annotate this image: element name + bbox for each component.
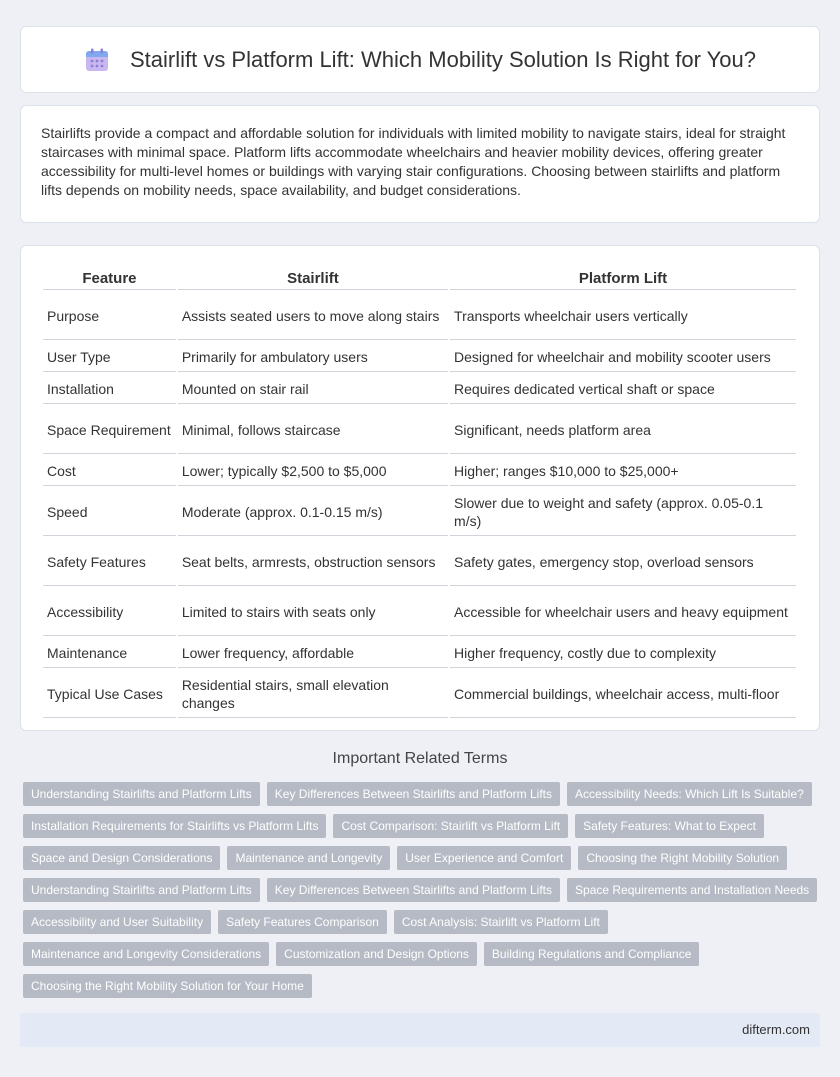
related-term-tag[interactable]: Maintenance and Longevity Considerations [23, 942, 269, 966]
table-cell: Seat belts, armrests, obstruction sensors [178, 538, 448, 586]
table-cell: Purpose [43, 292, 176, 340]
table-cell: Accessible for wheelchair users and heavy equipment [450, 588, 796, 636]
table-cell: Cost [43, 456, 176, 486]
column-header: Feature [43, 268, 176, 290]
related-term-tag[interactable]: Accessibility and User Suitability [23, 910, 211, 934]
related-term-tag[interactable]: Understanding Stairlifts and Platform Lifts [23, 782, 260, 806]
table-cell: Designed for wheelchair and mobility scooter users [450, 342, 796, 372]
table-cell: Maintenance [43, 638, 176, 668]
related-term-tag[interactable]: Customization and Design Options [276, 942, 477, 966]
table-row [43, 374, 796, 404]
table-cell: Assists seated users to move along stairs [178, 292, 448, 340]
related-term-tag[interactable]: Key Differences Between Stairlifts and Platform Lifts [267, 782, 560, 806]
related-term-tag[interactable]: Cost Comparison: Stairlift vs Platform Lift [333, 814, 568, 838]
table-cell: Significant, needs platform area [450, 406, 796, 454]
table-cell: Speed [43, 488, 176, 536]
table-cell: Mounted on stair rail [178, 374, 448, 404]
table-row [43, 488, 796, 536]
table-row [43, 342, 796, 372]
table-cell: Accessibility [43, 588, 176, 636]
table-cell: Safety Features [43, 538, 176, 586]
table-row [43, 292, 796, 340]
table-cell: Residential stairs, small elevation changes [178, 670, 448, 718]
related-term-tag[interactable]: Installation Requirements for Stairlifts vs Platform Lifts [23, 814, 326, 838]
related-term-tag[interactable]: Choosing the Right Mobility Solution for Your Home [23, 974, 312, 998]
table-cell: Safety gates, emergency stop, overload sensors [450, 538, 796, 586]
table-cell: Transports wheelchair users vertically [450, 292, 796, 340]
header-card [20, 26, 820, 93]
table-row [43, 670, 796, 718]
table-cell: Lower; typically $2,500 to $5,000 [178, 456, 448, 486]
table-cell: User Type [43, 342, 176, 372]
related-terms-list [23, 782, 823, 998]
table-cell: Typical Use Cases [43, 670, 176, 718]
intro-paragraph: Stairlifts provide a compact and affordable solution for individuals with limited mobility to navigate stairs, ideal for straight staircases with minimal space. Platform lifts accommodate wheelchairs and heavier mobility devices, offering greater accessibility for multi-level homes or buildings with varying stair configurations. Choosing between stairlifts and platform lifts depends on mobility needs, space availability, and budget considerations. [41, 125, 786, 198]
table-row [43, 538, 796, 586]
related-term-tag[interactable]: Understanding Stairlifts and Platform Lifts [23, 878, 260, 902]
footer-site[interactable]: difterm.com [742, 1022, 810, 1037]
table-row [43, 406, 796, 454]
related-term-tag[interactable]: Cost Analysis: Stairlift vs Platform Lift [394, 910, 608, 934]
table-cell: Primarily for ambulatory users [178, 342, 448, 372]
intro-card [20, 105, 820, 223]
table-row [43, 456, 796, 486]
related-term-tag[interactable]: Key Differences Between Stairlifts and Platform Lifts [267, 878, 560, 902]
footer [20, 1013, 820, 1047]
table-header-row [43, 268, 796, 290]
table-cell: Moderate (approx. 0.1-0.15 m/s) [178, 488, 448, 536]
table-cell: Installation [43, 374, 176, 404]
related-terms-title: Important Related Terms [332, 750, 508, 767]
page-title: Stairlift vs Platform Lift: Which Mobility Solution Is Right for You? [129, 46, 757, 72]
table-cell: Lower frequency, affordable [178, 638, 448, 668]
calendar-icon [84, 47, 110, 73]
table-row [43, 588, 796, 636]
related-term-tag[interactable]: Maintenance and Longevity [227, 846, 390, 870]
related-term-tag[interactable]: Space Requirements and Installation Needs [567, 878, 817, 902]
table-row [43, 638, 796, 668]
related-term-tag[interactable]: Safety Features: What to Expect [575, 814, 764, 838]
comparison-table [41, 266, 798, 720]
column-header: Platform Lift [450, 268, 796, 290]
related-term-tag[interactable]: Choosing the Right Mobility Solution [578, 846, 787, 870]
column-header: Stairlift [178, 268, 448, 290]
related-term-tag[interactable]: Space and Design Considerations [23, 846, 220, 870]
table-cell: Minimal, follows staircase [178, 406, 448, 454]
table-cell: Slower due to weight and safety (approx. 0.05-0.1 m/s) [450, 488, 796, 536]
comparison-table-card [20, 245, 820, 731]
related-term-tag[interactable]: Building Regulations and Compliance [484, 942, 699, 966]
related-term-tag[interactable]: User Experience and Comfort [397, 846, 571, 870]
related-term-tag[interactable]: Safety Features Comparison [218, 910, 387, 934]
table-cell: Space Requirement [43, 406, 176, 454]
related-term-tag[interactable]: Accessibility Needs: Which Lift Is Suitable? [567, 782, 812, 806]
table-cell: Higher; ranges $10,000 to $25,000+ [450, 456, 796, 486]
table-cell: Higher frequency, costly due to complexity [450, 638, 796, 668]
table-cell: Commercial buildings, wheelchair access, multi-floor [450, 670, 796, 718]
table-cell: Limited to stairs with seats only [178, 588, 448, 636]
table-cell: Requires dedicated vertical shaft or space [450, 374, 796, 404]
